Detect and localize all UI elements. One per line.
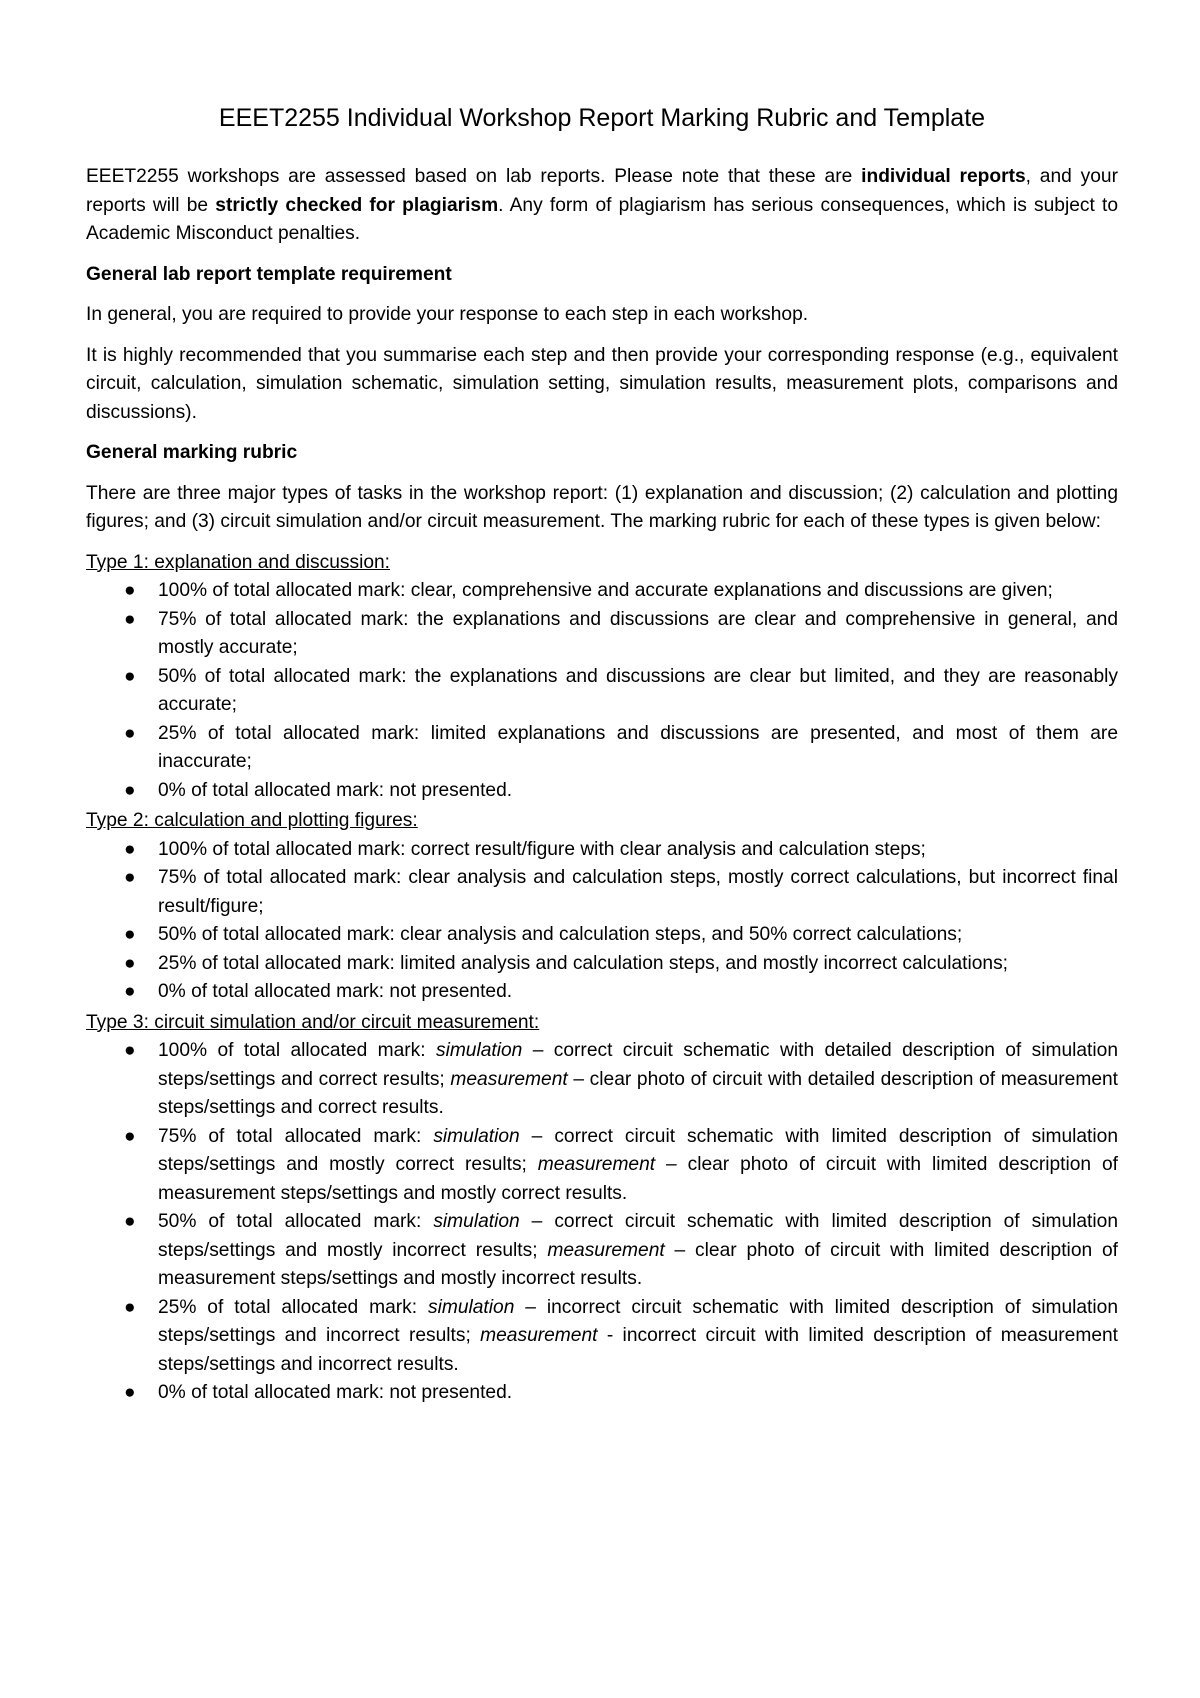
bullet-icon: ● [124,1040,136,1061]
type1-list [86,577,1118,805]
measurement-label: measurement [547,1239,665,1261]
list-item-text: 25% of total allocated mark: limited explanations and discussions are presented, and most of them are inaccurate; [158,722,1118,772]
bullet-icon: ● [124,779,136,801]
list-item [86,1037,1118,1123]
list-item-text: – clear photo of circuit with limited description of measurement steps/settings and mostly correct results. [158,1154,1119,1204]
bullet-icon: ● [124,608,136,630]
list-item-text: – correct circuit schematic with limited description of simulation steps/settings and mostly incorrect results; [158,1211,1118,1261]
intro-paragraph [86,163,1118,249]
intro-bold-plagiarism: strictly checked for plagiarism [215,194,499,216]
simulation-label: simulation [427,1296,515,1318]
bullet-icon: ● [124,867,136,888]
intro-bold-individual-reports: individual reports [861,166,1026,187]
list-item-text: 0% of total allocated mark: not presented. [158,981,513,1002]
bullet-icon: ● [124,838,136,860]
list-item-text: 50% of total allocated mark: the explanations and discussions are clear but limited, and they are reasonably accurate; [158,665,1118,715]
template-paragraph-1: In general, you are required to provide your response to each step in each workshop. [86,304,809,325]
list-item [86,606,1118,663]
bullet-icon: ● [124,1382,136,1403]
rubric-heading: General marking rubric [86,442,298,463]
list-item-text: – correct circuit schematic with detailed description of simulation steps/settings and correct results; [158,1040,1118,1090]
bullet-icon: ● [124,1125,136,1147]
list-item [86,1208,1118,1294]
type2-heading: Type 2: calculation and plotting figures: [86,810,418,831]
template-heading: General lab report template requirement [86,263,452,285]
bullet-icon: ● [124,924,136,945]
measurement-label: measurement [537,1154,656,1175]
type2-list [86,836,1118,1007]
list-item-text: – clear photo of circuit with limited description of measurement steps/settings and mostly incorrect results. [158,1239,1119,1289]
list-item-text: 50% of total allocated mark: [158,1211,434,1232]
type3-heading: Type 3: circuit simulation and/or circuit measurement: [86,1011,540,1033]
intro-text-3: . Any form of plagiarism has serious consequences, which is subject to Academic Misconduct penalties. [86,194,1119,244]
list-item [86,978,1118,1007]
list-item-text: 75% of total allocated mark: the explanations and discussions are clear and comprehensive in general, and mostly accurate; [158,608,1118,658]
intro-text-2: , and your reports will be [86,166,1118,216]
bullet-icon: ● [124,722,136,744]
bullet-icon: ● [124,665,136,687]
bullet-icon: ● [124,1211,136,1232]
list-item [86,950,1118,979]
list-item-text: 25% of total allocated mark: [158,1296,428,1318]
list-item [86,864,1118,921]
list-item [86,1123,1118,1209]
list-item [86,777,1118,806]
list-item [86,720,1118,777]
simulation-label: simulation [433,1125,520,1147]
list-item-text: 100% of total allocated mark: correct result/figure with clear analysis and calculation steps; [158,838,926,860]
list-item-text: 100% of total allocated mark: [158,1040,436,1061]
measurement-label: measurement [480,1325,598,1346]
list-item [86,836,1118,865]
list-item-text: – correct circuit schematic with limited description of simulation steps/settings and mostly correct results; [158,1125,1118,1175]
rubric-intro-paragraph: There are three major types of tasks in the workshop report: (1) explanation and discussion; (2) calculation and plotting figures; and (3) circuit simulation and/or circuit measurement. The marking rubric for each of these types is given below: [86,482,1118,532]
list-item [86,921,1118,950]
list-item [86,663,1118,720]
bullet-icon: ● [124,1296,136,1318]
bullet-icon: ● [124,981,136,1002]
list-item [86,1379,1118,1408]
list-item-text: 0% of total allocated mark: not presented. [158,1382,513,1403]
simulation-label: simulation [435,1040,523,1061]
document-title: EEET2255 Individual Workshop Report Marking Rubric and Template [218,104,986,132]
list-item-text: 100% of total allocated mark: clear, comprehensive and accurate explanations and discussions are given; [158,580,1053,601]
list-item-text: 50% of total allocated mark: clear analysis and calculation steps, and 50% correct calculations; [158,924,963,945]
list-item-text: – clear photo of circuit with detailed description of measurement steps/settings and correct results. [158,1068,1119,1118]
list-item-text: - incorrect circuit with limited description of measurement steps/settings and incorrect results. [158,1325,1118,1375]
list-item [86,577,1118,606]
measurement-label: measurement [450,1068,568,1090]
type1-heading: Type 1: explanation and discussion: [86,551,391,573]
type3-list [86,1037,1118,1408]
list-item [86,1294,1118,1380]
intro-text-1: EEET2255 workshops are assessed based on lab reports. Please note that these are [86,166,862,187]
bullet-icon: ● [124,580,136,601]
list-item-text: 75% of total allocated mark: [158,1125,434,1147]
simulation-label: simulation [433,1211,520,1232]
list-item-text: 25% of total allocated mark: limited analysis and calculation steps, and mostly incorrect calculations; [158,952,1008,974]
bullet-icon: ● [124,952,136,974]
list-item-text: – incorrect circuit schematic with limited description of simulation steps/settings and incorrect results; [158,1296,1118,1346]
list-item-text: 0% of total allocated mark: not presented. [158,779,513,801]
list-item-text: 75% of total allocated mark: clear analysis and calculation steps, mostly correct calculations, but incorrect final result/figure; [158,867,1118,917]
template-paragraph-2: It is highly recommended that you summarise each step and then provide your corresponding response (e.g., equivalent circuit, calculation, simulation schematic, simulation setting, simulation results, measurement plots, comparisons and discussions). [86,344,1118,423]
